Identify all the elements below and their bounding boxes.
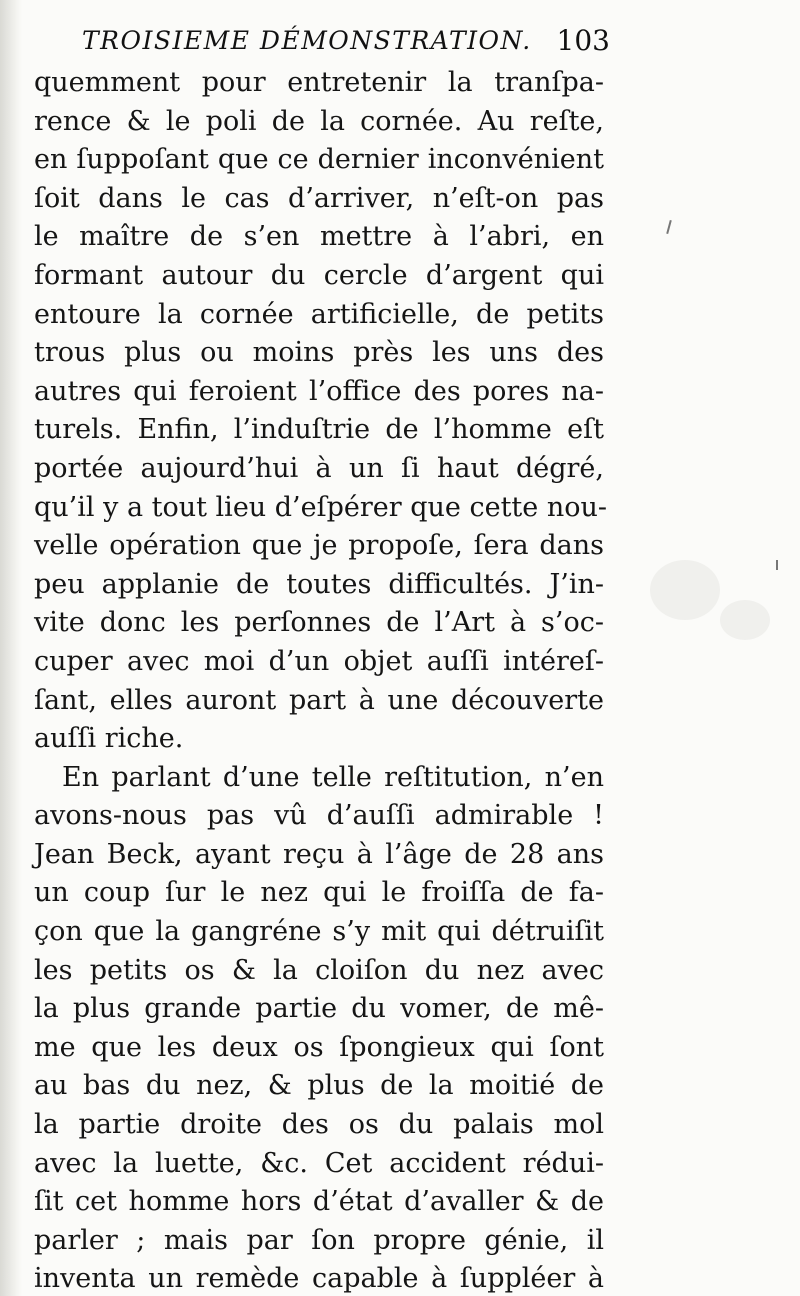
body-text bbox=[34, 64, 607, 1296]
text-line: formant autour du cercle d’argent qui bbox=[34, 259, 604, 291]
text-line: peu applanie de toutes difficultés. J’in- bbox=[34, 568, 604, 600]
text-line: le maître de s’en mettre à l’abri, en bbox=[34, 221, 604, 253]
text-line: quemment pour entretenir la tranſpa- bbox=[34, 67, 604, 98]
text-line: parler ; mais par ſon propre génie, il bbox=[34, 1224, 604, 1256]
text-line: En parlant d’une telle reſtitution, n’en bbox=[62, 761, 604, 793]
text-line: rence & le poli de la cornée. Au reſte, bbox=[34, 105, 604, 137]
text-line: entoure la cornée artificielle, de petits bbox=[34, 298, 604, 330]
text-line: auſſi riche. bbox=[34, 723, 184, 755]
text-line: trous plus ou moins près les uns des bbox=[34, 337, 604, 369]
text-line: qu’il y a tout lieu d’eſpérer que cette nou- bbox=[34, 491, 607, 523]
text-line: autres qui feroient l’office des pores na- bbox=[34, 375, 604, 407]
paper-speck bbox=[776, 560, 778, 570]
text-line: portée aujourd’hui à un ſi haut dégré, bbox=[34, 452, 604, 484]
text-line: ſoit dans le cas d’arriver, n’eſt-on pas bbox=[34, 182, 604, 214]
page-number: 103 bbox=[556, 24, 610, 57]
text-line: Jean Beck, ayant reçu à l’âge de 28 ans bbox=[34, 838, 604, 870]
page-header bbox=[70, 20, 610, 60]
text-line: me que les deux os ſpongieux qui ſont bbox=[34, 1031, 604, 1063]
text-line: un coup ſur le nez qui le froiſſa de fa- bbox=[34, 877, 604, 909]
text-line: vite donc les perſonnes de l’Art à s’oc- bbox=[34, 607, 604, 639]
paper-smudge bbox=[650, 560, 720, 620]
paper-smudge bbox=[720, 600, 770, 640]
text-line: ſit cet homme hors d’état d’avaller & de bbox=[34, 1186, 604, 1218]
paper-speck bbox=[666, 220, 672, 234]
text-line: au bas du nez, & plus de la moitié de bbox=[34, 1070, 604, 1102]
text-line: en ſuppoſant que ce dernier inconvénient bbox=[34, 144, 604, 176]
text-line: inventa un remède capable à ſuppléer à bbox=[34, 1263, 604, 1295]
running-title: TROISIEME DÉMONSTRATION. bbox=[82, 26, 532, 55]
text-line: avec la luette, &c. Cet accident rédui- bbox=[34, 1147, 604, 1179]
text-line: velle opération que je propoſe, ſera dans bbox=[34, 530, 604, 562]
text-line: cuper avec moi d’un objet auſſi intéreſ- bbox=[34, 645, 604, 677]
text-line: les petits os & la cloiſon du nez avec bbox=[34, 954, 604, 986]
text-line: la plus grande partie du vomer, de mê- bbox=[34, 993, 604, 1025]
text-line: avons-nous pas vû d’auſſi admirable ! bbox=[34, 800, 604, 832]
text-line: çon que la gangréne s’y mit qui détruiſit bbox=[34, 916, 604, 948]
page-gutter-shadow bbox=[0, 0, 22, 1296]
text-line: la partie droite des os du palais mol bbox=[34, 1109, 604, 1141]
text-line: ſant, elles auront part à une découverte bbox=[34, 684, 604, 716]
text-line: turels. Enfin, l’induſtrie de l’homme eſt bbox=[34, 414, 604, 446]
